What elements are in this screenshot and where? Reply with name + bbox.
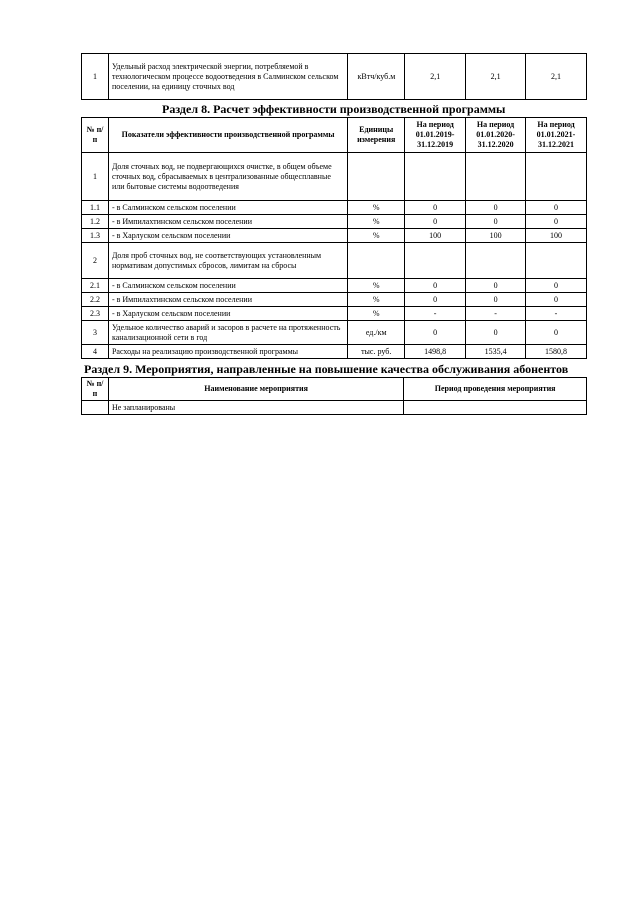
unit-cell (348, 243, 405, 279)
value-cell: 0 (526, 215, 587, 229)
value-cell: 0 (526, 201, 587, 215)
header-unit: Единицы измерения (348, 118, 405, 153)
value-cell: 1580,8 (526, 345, 587, 359)
value-cell: 0 (466, 201, 526, 215)
header-period: Период проведения мероприятия (404, 378, 587, 401)
unit-cell: % (348, 215, 405, 229)
unit-cell: % (348, 293, 405, 307)
activity-name-cell: Не запланированы (108, 401, 403, 415)
unit-cell: тыс. руб. (348, 345, 405, 359)
header-indicator: Показатели эффективности производственной программы (108, 118, 347, 153)
value-cell (526, 153, 587, 201)
value-cell: 2,1 (526, 54, 587, 100)
indicator-cell: Расходы на реализацию производственной программы (108, 345, 347, 359)
section9-table (81, 377, 587, 415)
header-num: № п/п (82, 378, 109, 401)
indicator-cell: Удельное количество аварий и засоров в расчете на протяженность канализационной сети в год (108, 321, 347, 345)
value-cell: 0 (405, 321, 466, 345)
row-number: 2 (82, 243, 109, 279)
value-cell: 1535,4 (466, 345, 526, 359)
table-row (82, 243, 587, 279)
activity-period-cell (404, 401, 587, 415)
value-cell: 0 (526, 279, 587, 293)
value-cell: 0 (405, 293, 466, 307)
row-number (82, 401, 109, 415)
unit-cell (348, 153, 405, 201)
table-row (82, 54, 587, 100)
indicator-cell: Доля проб сточных вод, не соответствующих установленным нормативам допустимых сбросов, лимитам на сбросы (108, 243, 347, 279)
table-row (82, 229, 587, 243)
indicator-cell: - в Харлуском сельском поселении (108, 307, 347, 321)
value-cell: - (466, 307, 526, 321)
table-row (82, 201, 587, 215)
table-row (82, 215, 587, 229)
value-cell (405, 153, 466, 201)
header-period-2: На период 01.01.2020-31.12.2020 (466, 118, 526, 153)
table-row (82, 321, 587, 345)
table-header-row (82, 378, 587, 401)
header-num: № п/п (82, 118, 109, 153)
value-cell: - (526, 307, 587, 321)
unit-cell: % (348, 229, 405, 243)
row-number: 2.2 (82, 293, 109, 307)
unit-cell: % (348, 279, 405, 293)
table-row (82, 401, 587, 415)
header-period-1: На период 01.01.2019-31.12.2019 (405, 118, 466, 153)
row-number: 1.3 (82, 229, 109, 243)
value-cell (466, 243, 526, 279)
value-cell: 0 (466, 279, 526, 293)
indicator-cell: Удельный расход электрической энергии, потребляемой в технологическом процессе водоотведения в Салминском сельском поселении, на единицу сточных вод (108, 54, 348, 100)
header-name: Наименование мероприятия (108, 378, 403, 401)
indicator-cell: - в Импилахтинском сельском поселении (108, 293, 347, 307)
table-row (82, 279, 587, 293)
indicator-cell: - в Харлуском сельском поселении (108, 229, 347, 243)
value-cell: 1498,8 (405, 345, 466, 359)
value-cell: 0 (466, 321, 526, 345)
value-cell: 0 (405, 201, 466, 215)
table-header-row (82, 118, 587, 153)
section9-title: Раздел 9. Мероприятия, направленные на повышение качества обслуживания абонентов (84, 362, 569, 376)
value-cell: 100 (526, 229, 587, 243)
value-cell (466, 153, 526, 201)
indicator-cell: - в Салминском сельском поселении (108, 201, 347, 215)
value-cell: 0 (466, 215, 526, 229)
indicator-cell: - в Салминском сельском поселении (108, 279, 347, 293)
value-cell: 0 (466, 293, 526, 307)
unit-cell: % (348, 307, 405, 321)
value-cell: 0 (526, 321, 587, 345)
row-number: 1 (82, 153, 109, 201)
row-number: 3 (82, 321, 109, 345)
value-cell: - (405, 307, 466, 321)
value-cell (405, 243, 466, 279)
section8-table (81, 117, 587, 359)
header-period-3: На период 01.01.2021-31.12.2021 (526, 118, 587, 153)
table-row (82, 293, 587, 307)
value-cell: 0 (526, 293, 587, 307)
table-row (82, 345, 587, 359)
unit-cell: кВтч/куб.м (348, 54, 405, 100)
value-cell (526, 243, 587, 279)
row-number: 2.1 (82, 279, 109, 293)
unit-cell: ед./км (348, 321, 405, 345)
value-cell: 2,1 (405, 54, 466, 100)
table-row (82, 307, 587, 321)
unit-cell: % (348, 201, 405, 215)
indicator-cell: - в Импилахтинском сельском поселении (108, 215, 347, 229)
row-number: 1.1 (82, 201, 109, 215)
value-cell: 100 (466, 229, 526, 243)
table-row (82, 153, 587, 201)
value-cell: 100 (405, 229, 466, 243)
row-number: 4 (82, 345, 109, 359)
section8-title: Раздел 8. Расчет эффективности производственной программы (162, 102, 506, 116)
row-number: 1.2 (82, 215, 109, 229)
row-number: 2.3 (82, 307, 109, 321)
indicator-cell: Доля сточных вод, не подвергающихся очистке, в общем объеме сточных вод, сбрасываемых в централизованные общесплавные или бытовые системы водоотведения (108, 153, 347, 201)
top-table (81, 53, 587, 100)
value-cell: 0 (405, 215, 466, 229)
value-cell: 0 (405, 279, 466, 293)
row-number: 1 (82, 54, 109, 100)
value-cell: 2,1 (466, 54, 526, 100)
